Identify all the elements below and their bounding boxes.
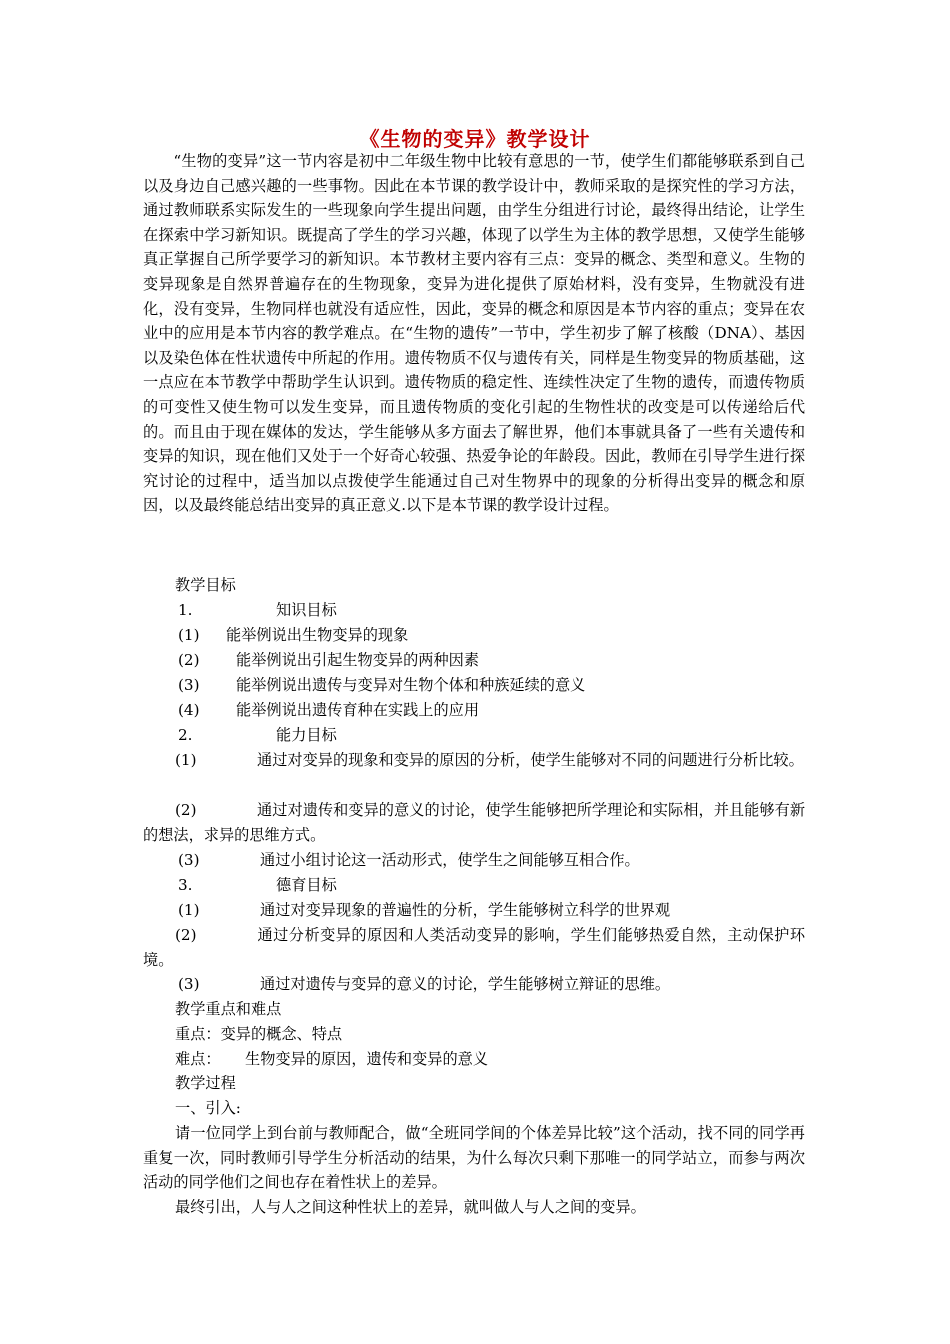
moral-item	[143, 898, 840, 923]
item-text: 能举例说出遗传与变异对生物个体和种族延续的意义	[236, 676, 586, 694]
knowledge-item	[143, 698, 840, 723]
item-number: (3)	[178, 851, 200, 869]
moral-goal-number: 3.	[178, 876, 193, 894]
item-number: (4)	[178, 701, 200, 719]
ability-item	[143, 798, 805, 847]
item-number: (2)	[178, 651, 200, 669]
document-title: 《生物的变异》教学设计	[359, 127, 591, 151]
section-paragraph: 最终引出，人与人之间这种性状上的差异，就叫做人与人之间的变异。	[175, 1198, 646, 1216]
ability-goal-number: 2.	[178, 726, 193, 744]
section-heading: 一、引入:	[175, 1099, 241, 1117]
knowledge-item	[143, 648, 840, 673]
moral-goal-title: 德育目标	[276, 876, 337, 894]
ability-item	[143, 748, 805, 773]
knowledge-item	[143, 623, 840, 648]
moral-item	[143, 923, 805, 972]
item-text: 能举例说出引起生物变异的两种因素	[236, 651, 479, 669]
intro-paragraph: “生物的变异”这一节内容是初中二年级生物中比较有意思的一节，使学生们都能够联系到自己以及身边自己感兴趣的一些事物。因此在本节课的教学设计中，教师采取的是探究性的学习方法，通过教师联系实际发生的一些现象向学生提出问题，由学生分组进行讨论，最终得出结论，让学生在探索中学习新知识。既提高了学生的学习兴趣，体现了以学生为主体的教学思想，又使学生能够真正掌握自己所学要学习的新知识。本节教材主要内容有三点：变异的概念、类型和意义。生物的变异现象是自然界普遍存在的生物现象，变异为进化提供了原始材料，没有变异，生物就没有进化，没有变异，生物同样也就没有适应性，因此，变异的概念和原因是本节内容的重点；变异在农业中的应用是本节内容的教学难点。在“生物的遗传”一节中，学生初步了解了核酸（DNA）、基因以及染色体在性状遗传中所起的作用。遗传物质不仅与遗传有关，同样是生物变异的物质基础，这一点应在本节教学中帮助学生认识到。遗传物质的稳定性、连续性决定了生物的遗传，而遗传物质的可变性又使生物可以发生变异，而且遗传物质的变化引起的生物性状的改变是可以传递给后代的。而且由于现在媒体的发达，学生能够从多方面去了解世界，他们本事就具备了一些有关遗传和变异的知识，现在他们又处于一个好奇心较强、热爱争论的年龄段。因此，教师在引导学生进行探究讨论的过程中，适当加以点拨使学生能通过自己对生物界中的现象的分析得出变异的概念和原因，以及最终能总结出变异的真正意义.以下是本节课的教学设计过程。	[143, 152, 805, 515]
item-text: 能举例说出遗传育种在实践上的应用	[236, 701, 479, 719]
moral-goal-heading	[143, 873, 840, 898]
item-number: (2)	[175, 926, 197, 944]
item-number: (1)	[178, 626, 200, 644]
moral-item	[143, 972, 840, 997]
ability-goal-title: 能力目标	[276, 726, 337, 744]
item-text: 通过对遗传与变异的意义的讨论，学生能够树立辩证的思维。	[260, 975, 671, 993]
section-paragraph: 请一位同学上到台前与教师配合，做“全班同学间的个体差异比较”这个活动，找不同的同学再重复一次，同时教师引导学生分析活动的结果，为什么每次只剩下那唯一的同学站立，而参与两次活动的同学他们之间也存在着性状上的差异。	[143, 1124, 805, 1192]
key-points-heading: 教学重点和难点	[175, 1000, 282, 1018]
item-text: 通过对遗传和变异的意义的讨论，使学生能够把所学理论和实际相，并且能够有新的想法，求异的思维方式。	[143, 801, 805, 844]
difficulty-text: 生物变异的原因，遗传和变异的意义	[245, 1050, 488, 1068]
ability-goal-heading	[143, 723, 840, 748]
item-text: 通过对变异的现象和变异的原因的分析，使学生能够对不同的问题进行分析比较。	[257, 751, 804, 769]
item-number: (1)	[178, 901, 200, 919]
item-text: 通过分析变异的原因和人类活动变异的影响，学生们能够热爱自然，主动保护环境。	[143, 926, 805, 969]
item-text: 通过对变异现象的普遍性的分析，学生能够树立科学的世界观	[260, 901, 671, 919]
knowledge-goal-title: 知识目标	[276, 601, 337, 619]
knowledge-goal-heading	[143, 598, 840, 623]
item-number: (1)	[175, 751, 197, 769]
difficulty-label: 难点：	[175, 1050, 221, 1068]
item-number: (3)	[178, 676, 200, 694]
objectives-heading: 教学目标	[175, 576, 236, 594]
knowledge-goal-number: 1.	[178, 601, 193, 619]
process-heading: 教学过程	[175, 1074, 236, 1092]
item-text: 能举例说出生物变异的现象	[226, 626, 409, 644]
ability-item	[143, 848, 840, 873]
item-text: 通过小组讨论这一活动形式，使学生之间能够互相合作。	[260, 851, 640, 869]
item-number: (2)	[175, 801, 197, 819]
key-point: 重点：变异的概念、特点	[175, 1025, 343, 1043]
difficulty-point	[143, 1047, 837, 1072]
knowledge-item	[143, 673, 840, 698]
item-number: (3)	[178, 975, 200, 993]
